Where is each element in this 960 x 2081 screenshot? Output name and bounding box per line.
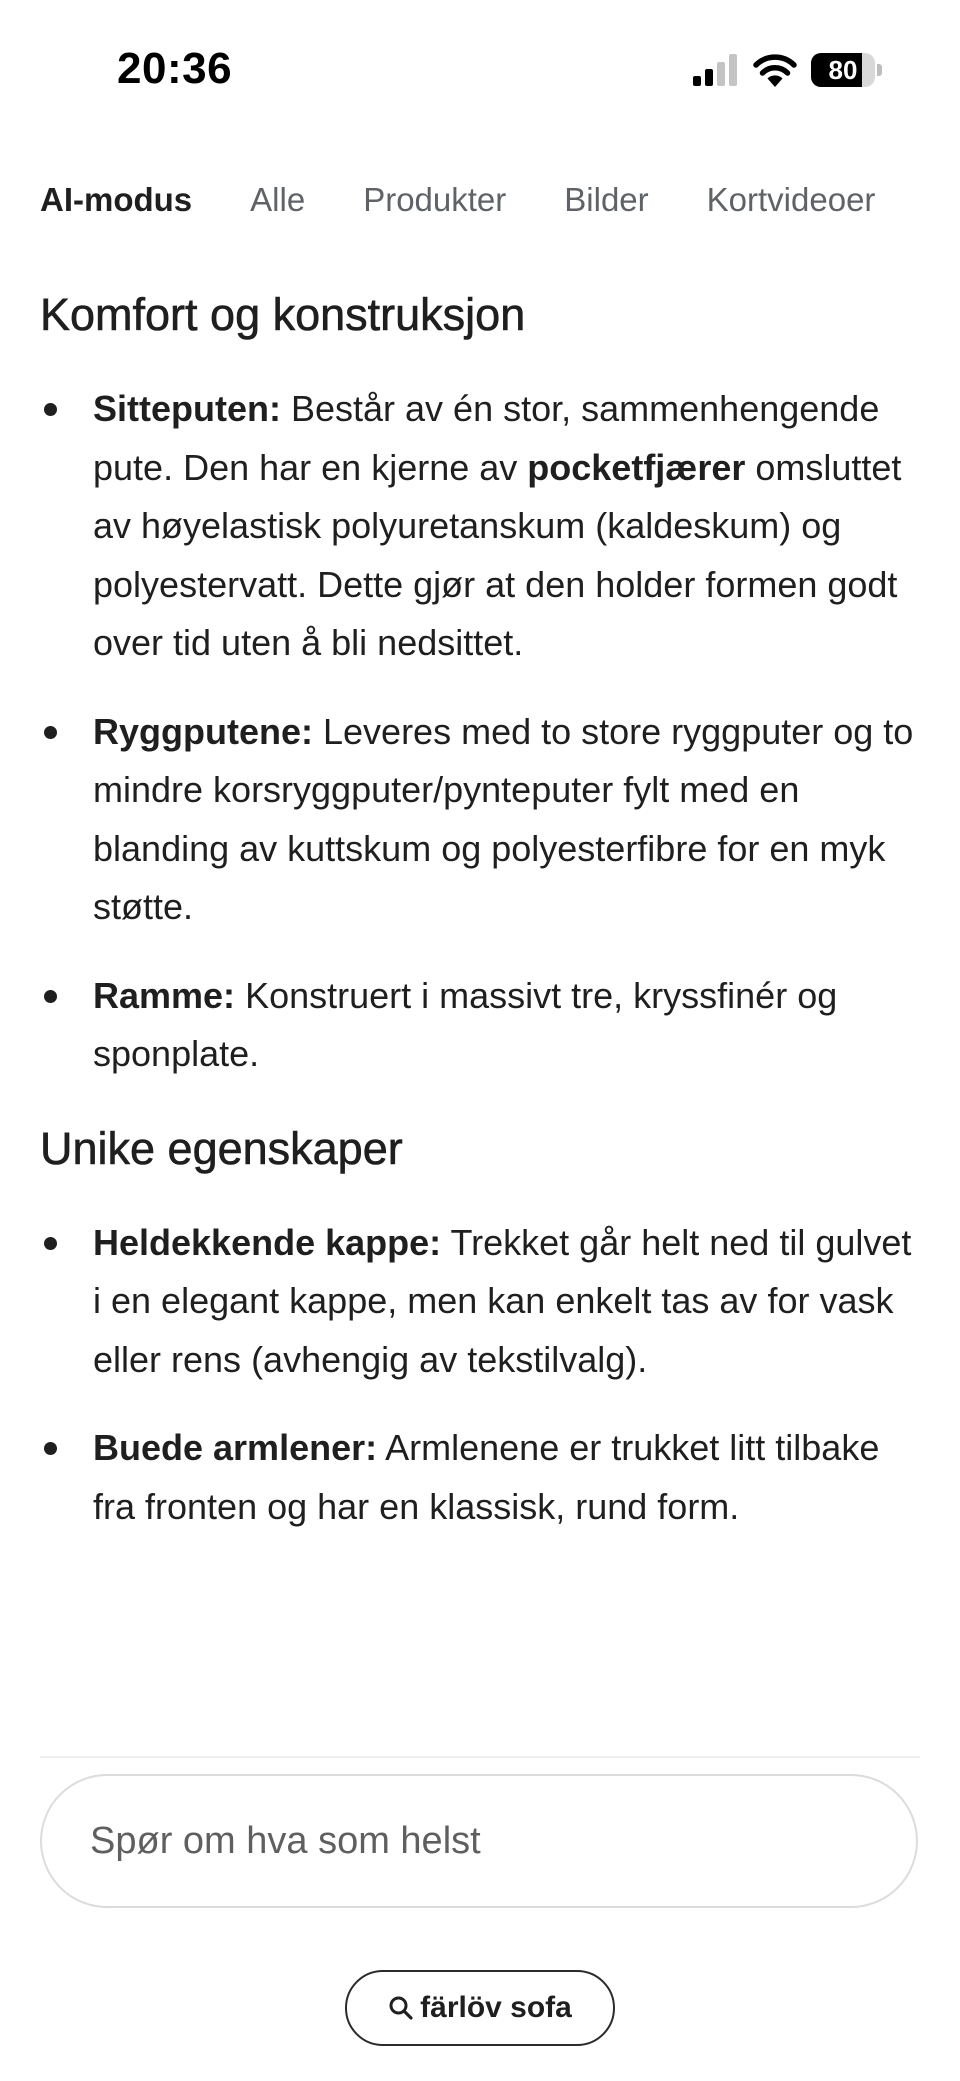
list-item (40, 380, 920, 673)
item-text: omsluttet av høyelastisk polyuretanskum (kaldeskum) og polyestervatt. Dette gjør at den holder formen godt over tid uten å bli nedsittet. (93, 446, 902, 663)
item-text: Består av én stor, sammenhengende pute. Den har en kjerne av (93, 388, 880, 488)
bullet-list-unike (40, 1214, 920, 1537)
cellular-signal-icon (693, 54, 739, 86)
tab-bilder[interactable]: Bilder (564, 181, 649, 218)
status-bar (0, 0, 960, 130)
item-term: Ryggputene: (93, 710, 313, 752)
tab-alle[interactable]: Alle (250, 181, 306, 218)
list-item (40, 1214, 920, 1390)
item-text: Leveres med to store ryggputer og to mindre korsryggputer/pynteputer fylt med en blanding av kuttskum og polyesterfibre for en myk støtte. (93, 710, 914, 927)
ai-answer-content (40, 280, 920, 1566)
ask-input[interactable] (88, 1819, 852, 1864)
section-title-komfort: Komfort og konstruksjon (40, 289, 526, 340)
item-text: Konstruert i massivt tre, kryssfinér og sponplate. (93, 974, 838, 1074)
search-chip-label: färlöv sofa (420, 1991, 572, 2024)
item-term: Sitteputen: (93, 388, 281, 429)
list-item (40, 703, 920, 937)
status-time: 20:36 (117, 44, 233, 93)
battery-level: 80 (828, 54, 858, 85)
search-query-chip[interactable] (345, 1970, 615, 2046)
divider (40, 1756, 920, 1758)
status-icons (693, 50, 882, 90)
list-item (40, 1419, 920, 1536)
search-icon (388, 1995, 414, 2021)
battery-cap (877, 64, 882, 76)
tab-ai-modus[interactable]: AI-modus (40, 181, 193, 218)
list-item (40, 967, 920, 1084)
tab-kortvideoer[interactable]: Kortvideoer (706, 181, 876, 218)
battery-icon (811, 53, 875, 87)
item-term: Heldekkende kappe: (93, 1221, 442, 1263)
item-text: Armlenene er trukket litt tilbake fra fronten og har en klassisk, rund form. (93, 1427, 880, 1527)
item-bold-inline: pocketfjærer (527, 446, 746, 488)
item-term: Ramme: (93, 974, 236, 1016)
item-term: Buede armlener: (93, 1427, 378, 1468)
ask-box[interactable] (40, 1774, 918, 1908)
search-tabs (40, 175, 960, 225)
section-title-unike: Unike egenskaper (40, 1122, 403, 1174)
tab-produkter[interactable]: Produkter (363, 181, 507, 218)
wifi-icon (753, 53, 797, 87)
bullet-list-komfort (40, 380, 920, 1084)
item-text: Trekket går helt ned til gulvet i en elegant kappe, men kan enkelt tas av for vask eller rens (avhengig av tekstilvalg). (93, 1221, 912, 1380)
